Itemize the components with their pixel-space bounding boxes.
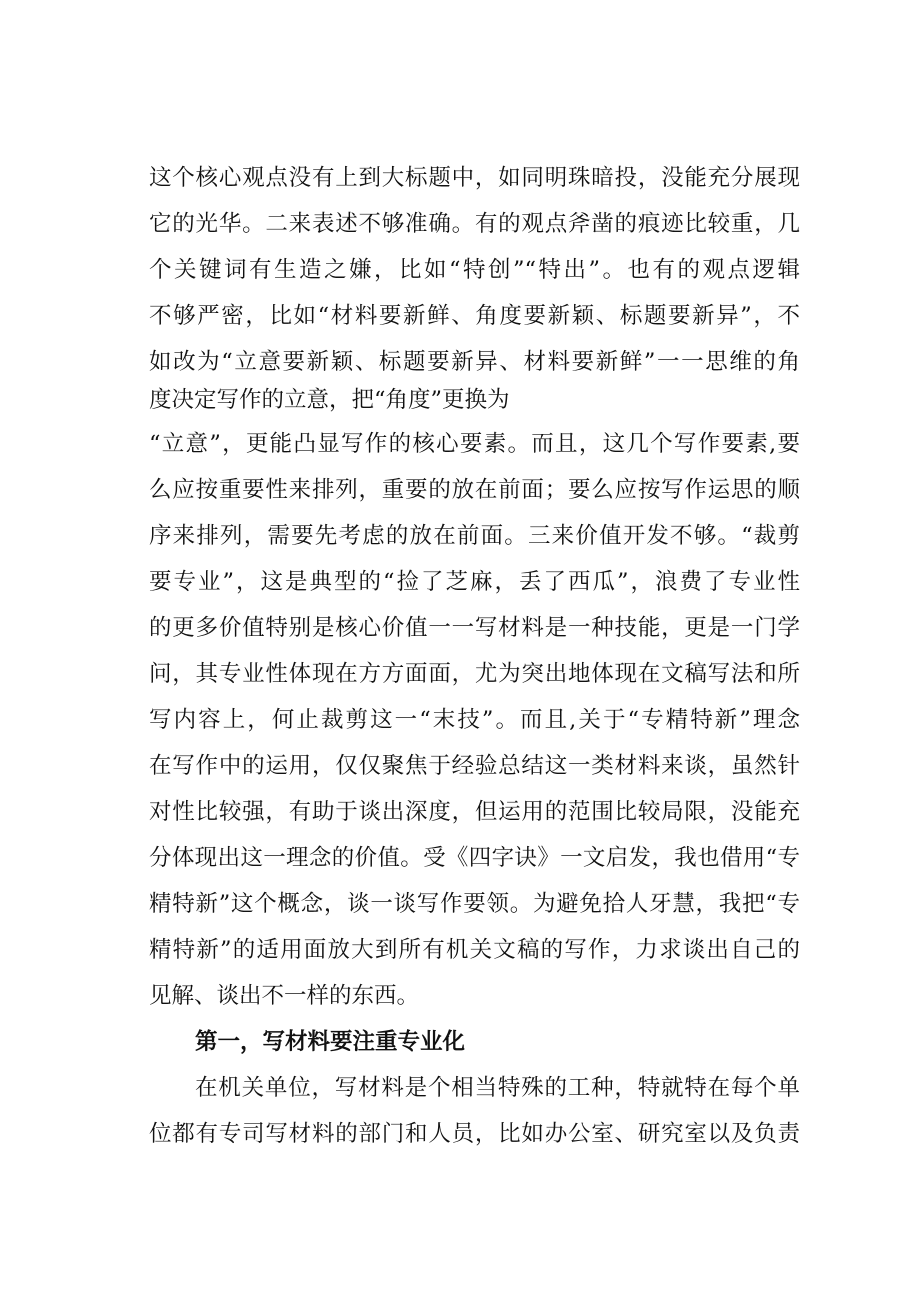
body-text-line: 不够严密，比如“材料要新鲜、角度要新颖、标题要新异”，不 <box>149 303 800 329</box>
body-text-line: 在写作中的运用，仅仅聚焦于经验总结这一类材料来谈，虽然针 <box>149 753 800 779</box>
body-text-line: 的更多价值特别是核心价值一一写材料是一种技能，更是一门学 <box>149 615 800 641</box>
body-text-line: 精特新”的适用面放大到所有机关文稿的写作，力求谈出自己的 <box>149 937 800 963</box>
body-text-line: 它的光华。二来表述不够准确。有的观点斧凿的痕迹比较重，几 <box>149 211 800 237</box>
section-heading: 第一，写材料要注重专业化 <box>195 1029 466 1055</box>
body-text-line: 精特新”这个概念，谈一谈写作要领。为避免拾人牙慧，我把“专 <box>149 891 800 917</box>
body-text-line: 要专业”，这是典型的“捡了芝麻，丢了西瓜”，浪费了专业性 <box>149 569 800 595</box>
body-text-line: “立意”，更能凸显写作的核心要素。而且，这几个写作要素,要 <box>149 431 800 457</box>
body-text-line: 这个核心观点没有上到大标题中，如同明珠暗投，没能充分展现 <box>149 165 800 191</box>
body-text-line: 对性比较强，有助于谈出深度，但运用的范围比较局限，没能充 <box>149 799 800 825</box>
body-text-line: 见解、谈出不一样的东西。 <box>149 983 420 1009</box>
body-text-line: 位都有专司写材料的部门和人员，比如办公室、研究室以及负责 <box>149 1121 800 1147</box>
body-text-line: 问，其专业性体现在方方面面，尤为突出地体现在文稿写法和所 <box>149 661 800 687</box>
body-text-line: 序来排列，需要先考虑的放在前面。三来价值开发不够。“裁剪 <box>149 523 800 549</box>
body-text-line: 在机关单位，写材料是个相当特殊的工种，特就特在每个单 <box>195 1075 800 1101</box>
body-text-line: 分体现出这一理念的价值。受《四字诀》一文启发，我也借用“专 <box>149 845 800 871</box>
body-text-line: 如改为“立意要新颖、标题要新异、材料要新鲜”一一思维的角 <box>149 349 800 375</box>
body-text-line: 度决定写作的立意，把“角度”更换为 <box>149 387 510 413</box>
body-text-line: 写内容上，何止裁剪这一“末技”。而且,关于“专精特新”理念 <box>149 707 800 733</box>
body-text-line: 个关键词有生造之嫌，比如“特创”“特出”。也有的观点逻辑 <box>149 257 800 283</box>
body-text-line: 么应按重要性来排列，重要的放在前面；要么应按写作运思的顺 <box>149 477 800 503</box>
